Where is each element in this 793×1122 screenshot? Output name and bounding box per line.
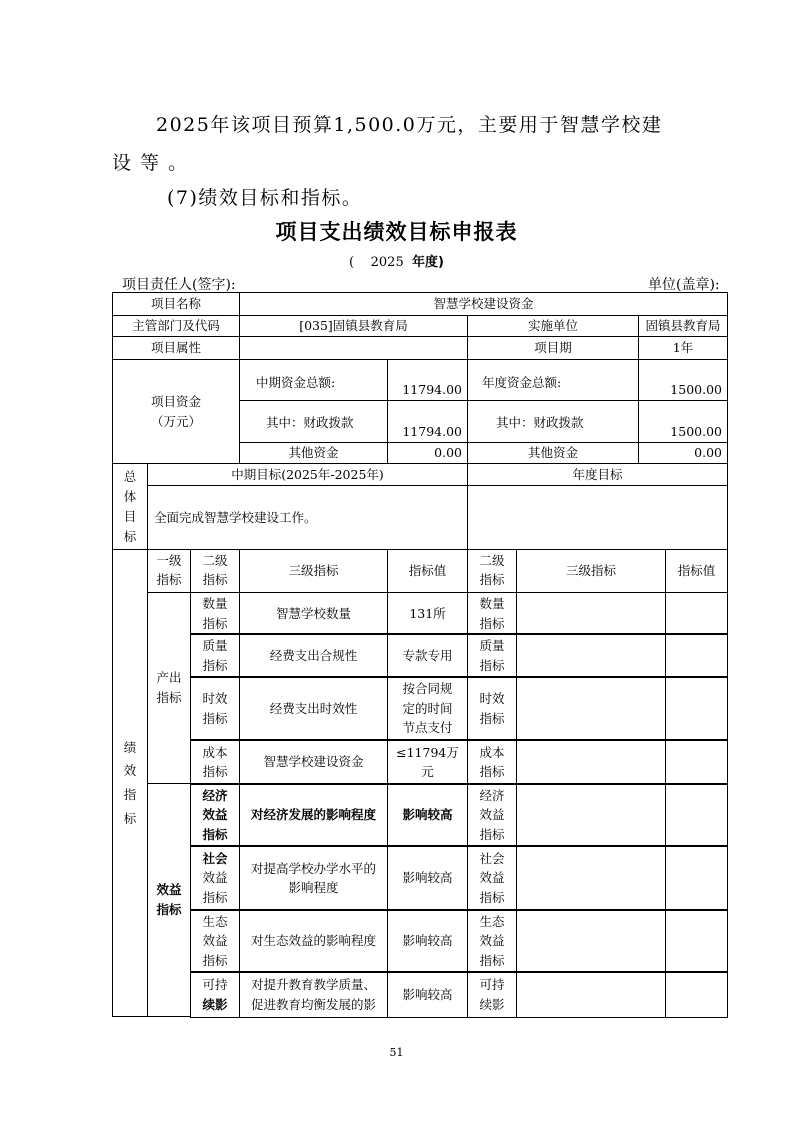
indicator-value-b-cell: [665, 739, 728, 785]
benefit-label-line: 效益: [156, 882, 182, 897]
indicator-level3-line: 经费支出合规性: [269, 647, 358, 663]
indicator-level2-b-line: 效益: [479, 870, 505, 886]
indicator-level2-b-line: 指标: [479, 657, 505, 673]
indicator-value-cell: [387, 592, 468, 635]
benefit-indicator-label: [147, 783, 191, 1017]
indicator-value-line: 影响较高: [402, 807, 453, 823]
col-level2-b-line: 指标: [479, 572, 505, 587]
indicator-level2-b-line: 续影: [479, 996, 505, 1012]
indicator-level2-b-cell: [467, 783, 517, 847]
year-value: 2025: [370, 255, 404, 270]
indicator-level3-b-cell: [516, 971, 666, 1018]
indicator-value-cell: [387, 676, 468, 741]
indicator-level2-line: 数量: [202, 596, 228, 612]
col-level1-line: 指标: [156, 572, 182, 587]
indicator-level2-line: 经济: [202, 787, 228, 803]
indicator-level2-b-line: 效益: [479, 807, 505, 823]
indicator-level2-line: 指标: [202, 889, 228, 905]
indicator-level3-cell: [239, 633, 388, 678]
mid-total-label: 中期资金总额:: [239, 359, 388, 401]
annual-goal-text: [467, 485, 728, 550]
indicator-level3-b-cell: [516, 909, 666, 973]
indicator-char: 效: [123, 763, 137, 779]
funds-label-line2: （万元）: [150, 413, 201, 429]
indicator-level2-cell: [190, 845, 240, 911]
indicator-level2-line: 指标: [202, 952, 228, 968]
output-label-line: 产出: [156, 670, 182, 685]
indicator-level3-line: 影响程度: [288, 880, 339, 895]
impl-unit-label: 实施单位: [467, 315, 639, 337]
indicator-value-b-cell: [665, 592, 728, 635]
indicator-value-line: ≤11794万: [396, 744, 459, 760]
indicator-level2-b-cell: [467, 676, 517, 741]
indicator-value-line: 影响较高: [402, 933, 453, 949]
indicator-level2-b-line: 指标: [479, 826, 505, 842]
indicator-level3-line: 经费支出时效性: [269, 700, 358, 716]
indicator-level2-b-line: 指标: [479, 764, 505, 779]
indicator-level2-b-line: 时效: [479, 691, 505, 707]
indicator-value-b-cell: [665, 971, 728, 1018]
indicator-value-line: 按合同规: [402, 681, 453, 697]
mid-goal-header: 中期目标(2025年-2025年): [147, 463, 468, 486]
col-value-header: 指标值: [387, 549, 468, 593]
indicator-value-line: 元: [421, 764, 434, 779]
indicator-value-line: 定的时间: [402, 700, 453, 716]
indicator-value-b-cell: [665, 845, 728, 911]
indicator-value-b-cell: [665, 783, 728, 847]
indicator-level2-line: 指标: [202, 826, 228, 842]
indicator-level3-cell: [239, 592, 388, 635]
form-year: [0, 251, 793, 270]
indicator-level2-cell: [190, 739, 240, 785]
mid-goal-text: 全面完成智慧学校建设工作。: [147, 485, 468, 550]
funds-label-line1: 项目资金: [150, 394, 201, 410]
indicator-level3-b-cell: [516, 845, 666, 911]
indicator-level3-b-cell: [516, 633, 666, 678]
overall-goal-label: [112, 463, 148, 550]
indicator-level2-b-line: 指标: [479, 710, 505, 726]
page-number: 51: [389, 1046, 404, 1059]
indicator-level3-line: 智慧学校数量: [275, 605, 351, 621]
annual-total-value: 1500.00: [638, 359, 728, 401]
annual-other-label: 其他资金: [467, 442, 639, 464]
indicator-level2-line: 指标: [202, 764, 228, 779]
indicator-level2-line: 效益: [202, 870, 228, 886]
attr-label: 项目属性: [112, 336, 240, 360]
col-level2-line: 指标: [202, 572, 228, 587]
indicator-level2-line: 可持: [202, 977, 228, 993]
indicator-value-cell: [387, 845, 468, 911]
output-label-line: 指标: [156, 690, 182, 705]
indicator-level3-cell: [239, 971, 388, 1018]
indicator-level2-line: 指标: [202, 710, 228, 726]
period-label: 项目期: [467, 336, 639, 360]
indicator-value-cell: [387, 783, 468, 847]
indicator-level2-b-cell: [467, 633, 517, 678]
project-name-value: 智慧学校建设资金: [239, 292, 728, 316]
mid-other-value: 0.00: [387, 442, 468, 464]
col-value-b-header: 指标值: [665, 549, 728, 593]
col-level2-line: 二级: [202, 553, 228, 569]
col-level2-b-header: [467, 549, 517, 593]
indicator-value-line: 影响较高: [402, 986, 453, 1002]
indicator-level3-line: 促进教育均衡发展的影: [250, 996, 376, 1012]
indicator-level2-b-line: 可持: [479, 977, 505, 993]
overall-goal-char: 标: [123, 528, 137, 544]
form-title: 项目支出绩效目标申报表: [275, 220, 518, 244]
responsible-person-label: 项目责任人(签字):: [122, 277, 236, 293]
indicator-level2-b-line: 指标: [479, 889, 505, 905]
funds-label: [112, 359, 240, 464]
annual-fiscal-value: 1500.00: [638, 400, 728, 443]
indicator-level2-b-line: 质量: [479, 638, 505, 654]
indicator-level3-line: 智慧学校建设资金: [263, 754, 364, 770]
indicator-level2-b-cell: [467, 845, 517, 911]
col-level1-header: [147, 549, 191, 593]
indicator-level2-cell: [190, 971, 240, 1018]
annual-other-value: 0.00: [638, 442, 728, 464]
indicator-value-b-cell: [665, 676, 728, 741]
indicator-level2-line: 指标: [202, 657, 228, 673]
output-indicator-label: [147, 592, 191, 784]
indicator-value-line: 专款专用: [402, 647, 453, 663]
col-level3-b-header: 三级指标: [516, 549, 666, 593]
indicator-level2-cell: [190, 909, 240, 973]
indicator-value-cell: [387, 633, 468, 678]
indicator-level2-line: 指标: [202, 615, 228, 631]
year-label: 年度): [412, 255, 444, 270]
indicator-level2-line: 社会: [202, 850, 228, 866]
indicator-level2-b-cell: [467, 592, 517, 635]
indicator-level3-b-cell: [516, 783, 666, 847]
indicator-level2-b-line: 生态: [479, 913, 505, 929]
paragraph-line-1: 2025年该项目预算1,500.0万元，主要用于智慧学校建: [156, 114, 663, 136]
indicator-level2-b-cell: [467, 909, 517, 973]
indicator-level3-cell: [239, 909, 388, 973]
indicator-value-line: 影响较高: [402, 870, 453, 886]
indicator-level3-line: 对提升教育教学质量、: [250, 977, 376, 993]
indicator-value-cell: [387, 909, 468, 973]
mid-other-label: 其他资金: [239, 442, 388, 464]
indicator-value-b-cell: [665, 909, 728, 973]
indicator-level2-line: 生态: [202, 913, 228, 929]
indicator-level2-b-line: 指标: [479, 615, 505, 631]
indicator-level2-line: 质量: [202, 638, 228, 654]
mid-total-value: 11794.00: [387, 359, 468, 401]
indicator-level2-cell: [190, 633, 240, 678]
overall-goal-char: 总: [123, 468, 137, 484]
attr-value: [239, 336, 468, 360]
period-value: 1年: [638, 336, 728, 360]
dept-label: 主管部门及代码: [112, 315, 240, 337]
indicator-level3-cell: [239, 783, 388, 847]
annual-goal-header: 年度目标: [467, 463, 728, 486]
indicator-level3-b-cell: [516, 739, 666, 785]
indicator-level3-line: 对经济发展的影响程度: [250, 807, 376, 823]
col-level2-b-line: 二级: [479, 553, 505, 569]
indicator-level2-b-cell: [467, 971, 517, 1018]
unit-seal-label: 单位(盖章):: [648, 277, 720, 293]
indicator-level3-line: 对提高学校办学水平的: [250, 860, 376, 876]
indicator-level2-b-line: 指标: [479, 952, 505, 968]
col-level2-header: [190, 549, 240, 593]
benefit-label-line: 指标: [156, 902, 182, 917]
indicator-level2-b-line: 效益: [479, 933, 505, 949]
indicator-level2-b-cell: [467, 739, 517, 785]
section-heading: (7)绩效目标和指标。: [167, 187, 363, 209]
indicator-level2-b-line: 社会: [479, 850, 505, 866]
indicator-char: 标: [123, 810, 137, 826]
impl-unit-value: 固镇县教育局: [638, 315, 728, 337]
indicator-char: 绩: [123, 739, 137, 755]
indicator-level3-b-cell: [516, 592, 666, 635]
indicator-level3-b-cell: [516, 676, 666, 741]
indicator-level3-cell: [239, 676, 388, 741]
indicator-level2-b-line: 数量: [479, 596, 505, 612]
mid-fiscal-label: 其中：财政拨款: [239, 400, 388, 443]
col-level3-header: 三级指标: [239, 549, 388, 593]
indicator-level3-cell: [239, 845, 388, 911]
indicator-level2-cell: [190, 592, 240, 635]
indicator-level2-line: 续影: [202, 996, 228, 1012]
indicator-value-b-cell: [665, 633, 728, 678]
dept-value: [035]固镇县教育局: [239, 315, 468, 337]
indicator-level2-line: 效益: [202, 807, 228, 823]
annual-fiscal-label: 其中：财政拨款: [467, 400, 639, 443]
year-open: (: [349, 255, 355, 270]
indicator-value-line: 131所: [409, 605, 446, 621]
indicator-label: [112, 549, 148, 1017]
indicator-value-line: 节点支付: [402, 720, 453, 736]
overall-goal-char: 目: [123, 508, 137, 524]
indicator-char: 指: [123, 787, 137, 802]
indicator-level3-line: 对生态效益的影响程度: [250, 933, 376, 949]
indicator-level3-cell: [239, 739, 388, 785]
indicator-level2-cell: [190, 783, 240, 847]
indicator-level2-cell: [190, 676, 240, 741]
indicator-value-cell: [387, 971, 468, 1018]
col-level1-line: 一级: [156, 553, 182, 569]
indicator-level2-line: 成本: [202, 744, 228, 760]
indicator-level2-b-line: 成本: [479, 744, 505, 760]
indicator-value-cell: [387, 739, 468, 785]
paragraph-line-2: 设 等 。: [112, 152, 189, 174]
indicator-level2-b-line: 经济: [479, 787, 505, 803]
mid-fiscal-value: 11794.00: [387, 400, 468, 443]
indicator-level2-line: 时效: [202, 691, 228, 707]
overall-goal-char: 体: [123, 488, 137, 504]
indicator-level2-line: 效益: [202, 933, 228, 949]
project-name-label: 项目名称: [112, 292, 240, 316]
annual-total-label: 年度资金总额:: [467, 359, 639, 401]
